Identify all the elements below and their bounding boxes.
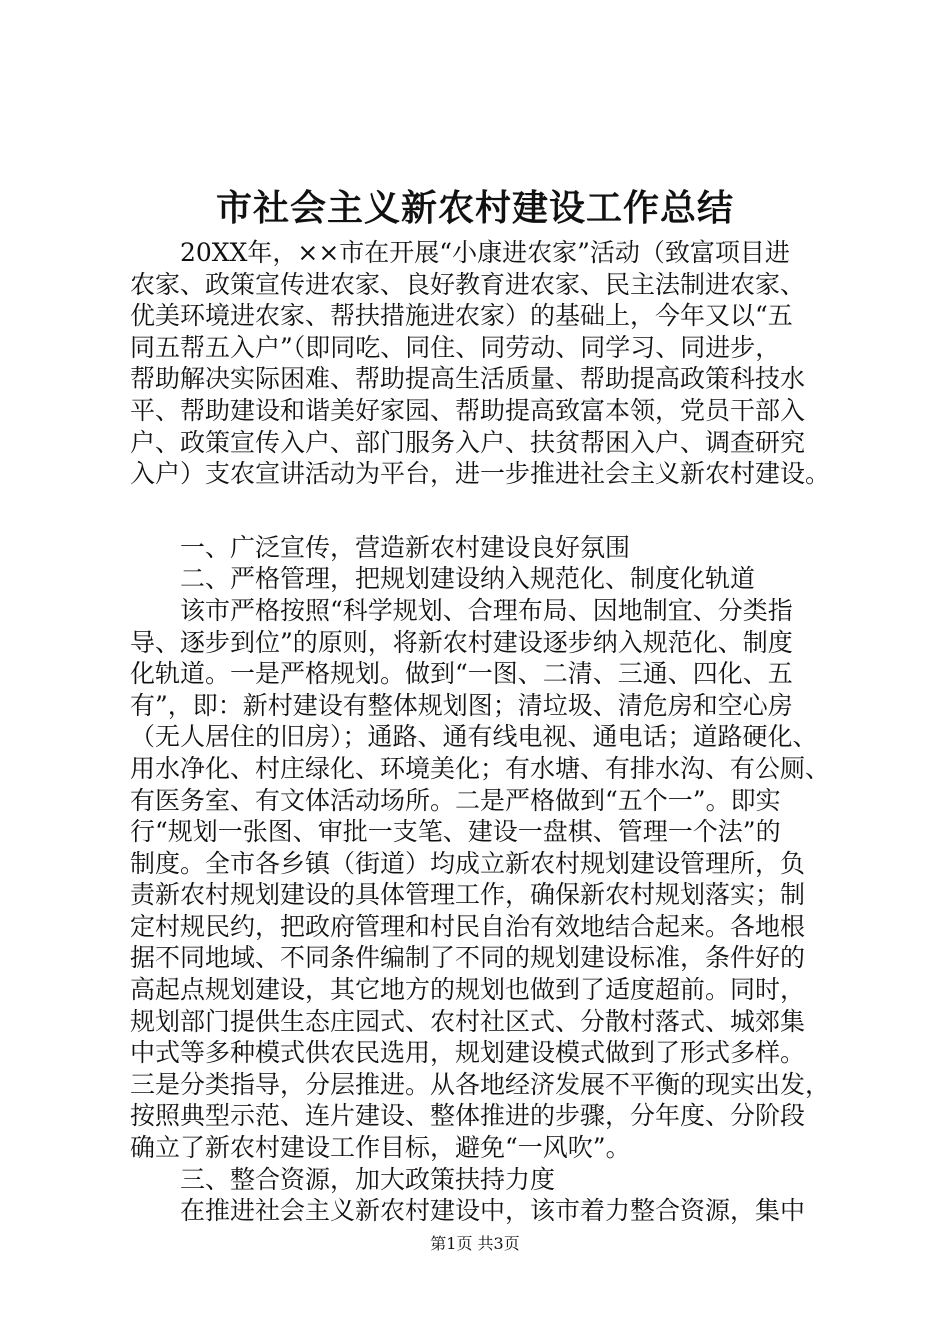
- text-line: 规划部门提供生态庄园式、农村社区式、分散村落式、城郊集: [130, 1006, 806, 1036]
- text-line: 该市严格按照“科学规划、合理布局、因地制宜、分类指: [180, 595, 793, 625]
- text-line: 中式等多种模式供农民选用，规划建设模式做到了形式多样。: [130, 1038, 806, 1068]
- text-line: 导、逐步到位”的原则，将新农村建设逐步纳入规范化、制度: [130, 627, 793, 657]
- paragraph-resources: [130, 1195, 850, 1227]
- text-line: 帮助解决实际困难、帮助提高生活质量、帮助提高政策科技水: [130, 364, 806, 394]
- page-footer: 第1页 共3页: [430, 1234, 520, 1253]
- text-line: 化轨道。一是严格规划。做到“一图、二清、三通、四化、五: [130, 659, 793, 689]
- text-line: 据不同地域、不同条件编制了不同的规划建设标准，条件好的: [130, 943, 806, 973]
- text-line: 有”，即：新村建设有整体规划图；清垃圾、清危房和空心房: [130, 690, 793, 720]
- paragraph-gap: [130, 490, 850, 532]
- text-line: 用水净化、村庄绿化、环境美化；有水塘、有排水沟、有公厕、: [130, 753, 831, 783]
- text-line: 行“规划一张图、审批一支笔、建设一盘棋、管理一个法”的: [130, 817, 781, 847]
- text-line: 按照典型示范、连片建设、整体推进的步骤，分年度、分阶段: [130, 1101, 806, 1131]
- text-line: 入户）支农宣讲活动为平台，进一步推进社会主义新农村建设。: [130, 459, 831, 489]
- text-line: 在推进社会主义新农村建设中，该市着力整合资源，集中: [180, 1196, 806, 1226]
- document-title: 市社会主义新农村建设工作总结: [215, 187, 734, 229]
- paragraph-planning: [130, 595, 850, 1164]
- text-line: 责新农村规划建设的具体管理工作，确保新农村规划落实；制: [130, 880, 806, 910]
- text-line: 农家、政策宣传进农家、良好教育进农家、民主法制进农家、: [130, 269, 806, 299]
- section-heading-1: 一、广泛宣传，营造新农村建设良好氛围: [180, 532, 631, 562]
- paragraph-intro: [130, 237, 850, 490]
- section-heading-2: 二、严格管理，把规划建设纳入规范化、制度化轨道: [180, 564, 756, 594]
- section-heading-3: 三、整合资源，加大政策扶持力度: [180, 1164, 556, 1194]
- text-line: 定村规民约，把政府管理和村民自治有效地结合起来。各地根: [130, 911, 806, 941]
- text-line: 确立了新农村建设工作目标，避免“一风吹”。: [130, 1133, 631, 1163]
- text-line: （无人居住的旧房）；通路、通有线电视、通电话；道路硬化、: [130, 722, 818, 752]
- text-line: 制度。全市各乡镇（街道）均成立新农村规划建设管理所，负: [130, 848, 806, 878]
- text-line: 平、帮助建设和谐美好家园、帮助提高致富本领，党员干部入: [130, 395, 806, 425]
- text-line: 户、政策宣传入户、部门服务入户、扶贫帮困入户、调查研究: [130, 427, 806, 457]
- document-body: [130, 237, 850, 1227]
- text-line: 三是分类指导，分层推进。从各地经济发展不平衡的现实出发，: [130, 1069, 831, 1099]
- text-line: 高起点规划建设，其它地方的规划也做到了适度超前。同时，: [130, 975, 806, 1005]
- text-line: 20XX年，××市在开展“小康进农家”活动（致富项目进: [180, 238, 790, 267]
- text-line: 有医务室、有文体活动场所。二是严格做到“五个一”。即实: [130, 785, 781, 815]
- text-line: 同五帮五入户”（即同吃、同住、同劳动、同学习、同进步，: [130, 332, 781, 362]
- text-line: 优美环境进农家、帮扶措施进农家）的基础上，今年又以“五: [130, 301, 793, 331]
